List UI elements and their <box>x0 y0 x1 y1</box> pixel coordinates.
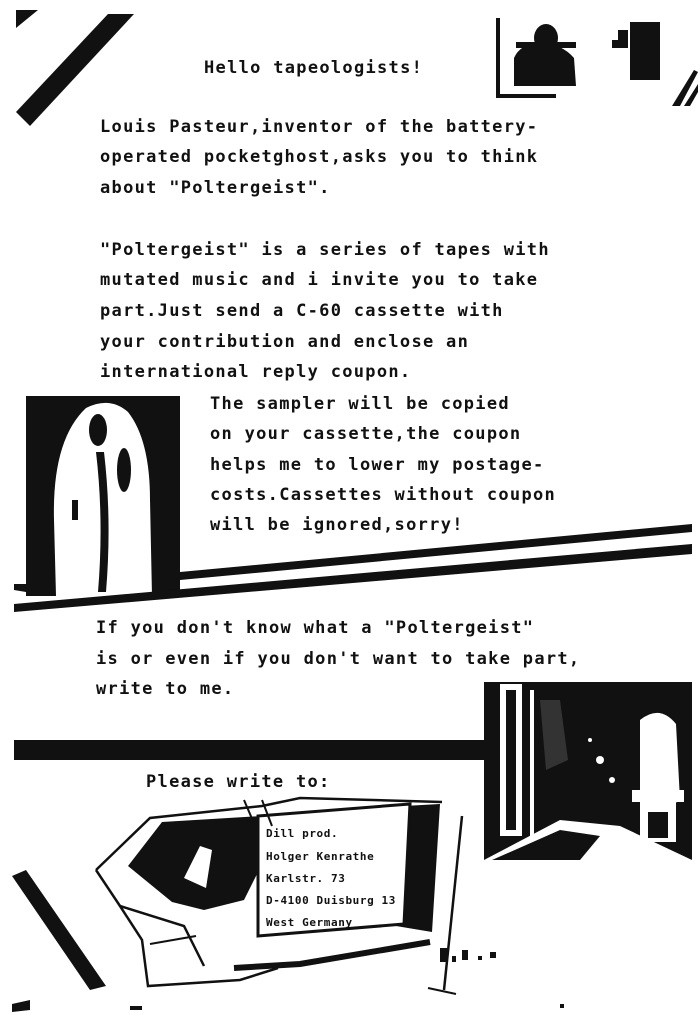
sampler-line-2: on your cassette,the coupon <box>210 424 522 444</box>
horizontal-bar <box>14 740 484 760</box>
diagonal-stripe-top-left <box>16 14 134 126</box>
intro-line-2: operated pocketghost,asks you to think <box>100 147 539 167</box>
intro-line-1: Louis Pasteur,inventor of the battery- <box>100 117 539 137</box>
invite-line-4: your contribution and enclose an <box>100 332 470 352</box>
sampler-line-4: costs.Cassettes without coupon <box>210 485 557 505</box>
sampler-line-1: The sampler will be copied <box>210 394 510 414</box>
corner-triangle-top-left <box>16 10 38 28</box>
sampler-line-5: will be ignored,sorry! <box>210 515 464 535</box>
invite-line-3: part.Just send a C-60 cassette with <box>100 301 504 321</box>
portrait-photo <box>496 18 576 98</box>
ghost-photo <box>26 396 180 596</box>
question-line-3: write to me. <box>96 679 235 699</box>
invite-line-1: "Poltergeist" is a series of tapes with <box>100 240 550 260</box>
invite-line-2: mutated music and i invite you to take <box>100 270 539 290</box>
write-to-heading: Please write to: <box>146 772 331 792</box>
diagonal-stripe-bottom-left <box>12 870 106 990</box>
address-line-3: Karlstr. 73 <box>266 872 346 885</box>
ink-specks-top-right <box>612 22 698 106</box>
question-line-2: is or even if you don't want to take part, <box>96 649 581 669</box>
address-line-5: West Germany <box>266 916 353 929</box>
invite-line-5: international reply coupon. <box>100 362 412 382</box>
greeting: Hello tapeologists! <box>204 58 424 78</box>
address-line-2: Holger Kenrathe <box>266 850 375 863</box>
interior-photo <box>484 682 692 860</box>
address-line-1: Dill prod. <box>266 827 339 840</box>
question-line-1: If you don't know what a "Poltergeist" <box>96 618 535 638</box>
intro-line-3: about "Poltergeist". <box>100 178 331 198</box>
sampler-line-3: helps me to lower my postage- <box>210 455 545 475</box>
address-line-4: D-4100 Duisburg 13 <box>266 894 397 907</box>
